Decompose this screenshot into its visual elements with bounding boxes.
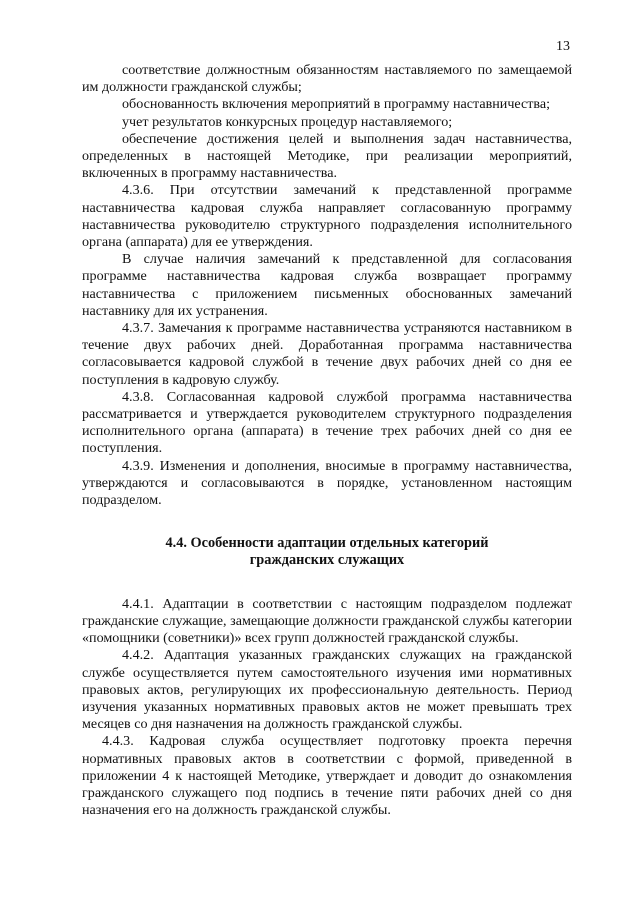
paragraph-requirement-justification: обоснованность включения мероприятий в программу наставничества;	[122, 96, 551, 113]
paragraph-4-4-2: 4.4.2. Адаптация указанных гражданских служащих на гражданской службе осуществляется путем самостоятельного изучения ими нормативных правовых актов, регулирующих их профессиональную деятельность. Период изучения указанных нормативных правовых актов не может превышать трех месяцев со дня назначения на должность гражданской службы.	[82, 647, 572, 733]
page-number: 13	[556, 39, 570, 54]
paragraph-requirement-goals: обеспечение достижения целей и выполнения задач наставничества, определенных в настоящей Методике, при реализации мероприятий, включенных в программу наставничества.	[82, 130, 572, 182]
section-heading-4-4	[82, 535, 572, 569]
paragraph-4-3-8: 4.3.8. Согласованная кадровой службой программа наставничества рассматривается и утверждается руководителем структурного подразделения исполнительного органа (аппарата) в течение трех рабочих дней со дня ее поступления.	[82, 388, 572, 457]
section-heading-line-1: 4.4. Особенности адаптации отдельных категорий	[165, 535, 489, 552]
paragraph-remarks-return: В случае наличия замечаний к представленной для согласования программе наставничества кадровая служба возвращает программу наставничества с приложением письменных обоснованных замечаний наставнику для их устранения.	[82, 251, 572, 319]
paragraph-4-3-7: 4.3.7. Замечания к программе наставничества устраняются наставником в течение двух рабочих дней. Доработанная программа наставничества согласовывается кадровой службой в течение двух рабочих дней со дня ее поступления в кадровую службу.	[82, 320, 572, 388]
paragraph-4-4-3: 4.4.3. Кадровая служба осуществляет подготовку проекта перечня нормативных правовых актов в соответствии с формой, приведенной в приложении 4 к настоящей Методике, утверждает и доводит до ознакомления гражданского служащего под подпись в течение пяти рабочих дней со дня назначения его на должность гражданской службы.	[82, 733, 572, 819]
paragraph-4-3-6: 4.3.6. При отсутствии замечаний к представленной программе наставничества кадровая служба направляет согласованную программу наставничества руководителю структурного подразделения исполнительного органа (аппарата) для ее утверждения.	[82, 182, 572, 251]
document-body	[82, 62, 572, 819]
section-heading-line-2: гражданских служащих	[249, 552, 405, 569]
paragraph-4-4-1: 4.4.1. Адаптации в соответствии с настоящим подразделом подлежат гражданские служащие, замещающие должности гражданской службы категории «помощники (советники)» всех групп должностей гражданской службы.	[82, 595, 572, 647]
paragraph-requirement-compliance: соответствие должностным обязанностям наставляемого по замещаемой им должности гражданской службы;	[82, 62, 572, 96]
paragraph-4-3-9: 4.3.9. Изменения и дополнения, вносимые в программу наставничества, утверждаются и согласовываются в порядке, установленном настоящим подразделом.	[82, 457, 572, 509]
paragraph-requirement-contest-results: учет результатов конкурсных процедур наставляемого;	[122, 113, 453, 130]
